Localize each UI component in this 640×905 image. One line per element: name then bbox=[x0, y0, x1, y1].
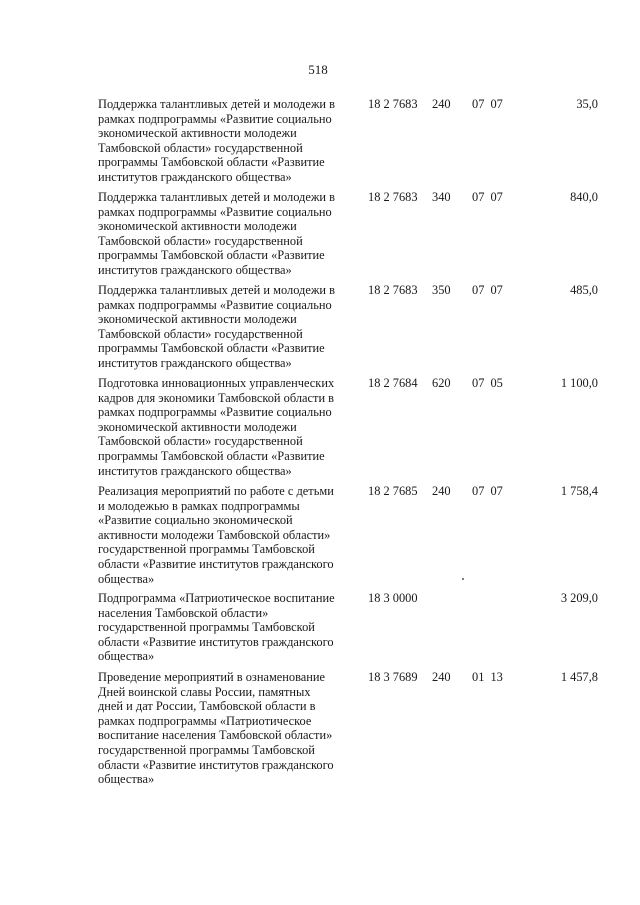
row-target-article-code: 18 2 7685 bbox=[368, 484, 418, 498]
row-expense-type-code: 340 bbox=[432, 190, 451, 204]
row-description: Подготовка инновационных управленческих кадров для экономики Тамбовской области в рамках подпрограммы «Развитие социально экономической активности молодежи Тамбовской области» государственной программы Тамбовской области «Развитие институтов гражданского общества» bbox=[98, 376, 335, 478]
row-description: Проведение мероприятий в ознаменование Дней воинской славы России, памятных дней и дат России, Тамбовской области в рамках подпрограммы «Патриотическое воспитание населения Тамбовской области» государственной программы Тамбовской области «Развитие институтов гражданского общества» bbox=[98, 670, 334, 787]
row-amount: 35,0 bbox=[576, 97, 598, 111]
row-amount: 840,0 bbox=[570, 190, 598, 204]
row-amount: 485,0 bbox=[570, 283, 598, 297]
row-description: Поддержка талантливых детей и молодежи в рамках подпрограммы «Развитие социально экономической активности молодежи Тамбовской области» государственной программы Тамбовской области «Развитие институтов гражданского общества» bbox=[98, 283, 335, 370]
row-amount: 3 209,0 bbox=[560, 591, 598, 605]
page-number: 518 bbox=[308, 62, 328, 77]
row-section-code: 07 07 bbox=[472, 97, 503, 111]
row-section-code: 07 07 bbox=[472, 190, 503, 204]
row-target-article-code: 18 2 7683 bbox=[368, 283, 418, 297]
row-target-article-code: 18 2 7684 bbox=[368, 376, 418, 390]
row-target-article-code: 18 2 7683 bbox=[368, 97, 418, 111]
row-amount: 1 758,4 bbox=[560, 484, 598, 498]
row-expense-type-code: 620 bbox=[432, 376, 451, 390]
row-section-code: 07 07 bbox=[472, 283, 503, 297]
row-section-code: 01 13 bbox=[472, 670, 503, 684]
row-expense-type-code: 350 bbox=[432, 283, 451, 297]
row-section-code: 07 05 bbox=[472, 376, 503, 390]
row-amount: 1 457,8 bbox=[560, 670, 598, 684]
row-description: Подпрограмма «Патриотическое воспитание населения Тамбовской области» государственной программы Тамбовской области «Развитие институтов гражданского общества» bbox=[98, 591, 335, 664]
row-target-article-code: 18 3 0000 bbox=[368, 591, 418, 605]
row-expense-type-code: 240 bbox=[432, 670, 451, 684]
row-description: Поддержка талантливых детей и молодежи в рамках подпрограммы «Развитие социально экономической активности молодежи Тамбовской области» государственной программы Тамбовской области «Развитие институтов гражданского общества» bbox=[98, 190, 335, 277]
row-section-code: 07 07 bbox=[472, 484, 503, 498]
scan-speck bbox=[462, 578, 464, 580]
row-expense-type-code: 240 bbox=[432, 484, 451, 498]
row-target-article-code: 18 3 7689 bbox=[368, 670, 418, 684]
row-expense-type-code: 240 bbox=[432, 97, 451, 111]
row-description: Реализация мероприятий по работе с детьми и молодежью в рамках подпрограммы «Развитие социально экономической активности молодежи Тамбовской области» государственной программы Тамбовской области «Развитие институтов гражданского общества» bbox=[98, 484, 334, 586]
row-target-article-code: 18 2 7683 bbox=[368, 190, 418, 204]
row-amount: 1 100,0 bbox=[560, 376, 598, 390]
row-description: Поддержка талантливых детей и молодежи в рамках подпрограммы «Развитие социально экономической активности молодежи Тамбовской области» государственной программы Тамбовской области «Развитие институтов гражданского общества» bbox=[98, 97, 335, 184]
